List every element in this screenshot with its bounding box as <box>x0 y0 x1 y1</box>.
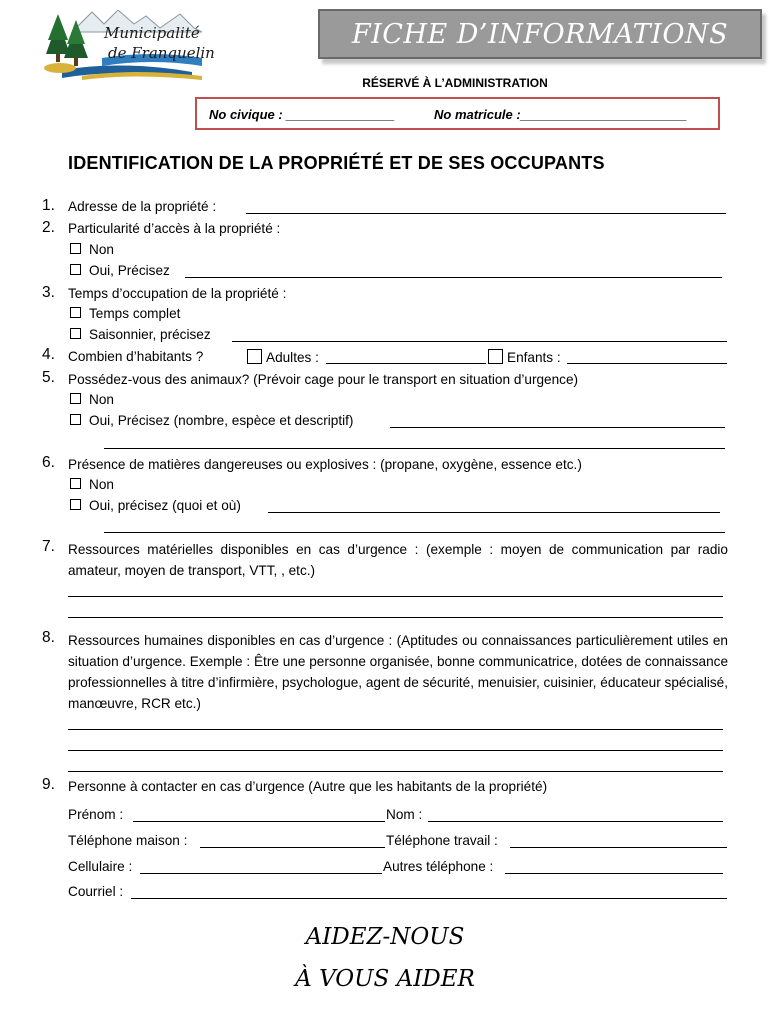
home-phone-label: Téléphone maison : <box>68 833 188 848</box>
q2-label: Particularité d’accès à la propriété : <box>68 221 281 236</box>
cell-phone-label: Cellulaire : <box>68 859 133 874</box>
q1-label: Adresse de la propriété : <box>68 199 217 214</box>
address-field[interactable] <box>246 213 726 214</box>
q3-number: 3. <box>42 284 55 301</box>
q7-number: 7. <box>42 538 55 555</box>
title-banner <box>318 9 762 59</box>
q3-seasonal-label: Saisonnier, précisez <box>89 327 211 342</box>
firstname-label: Prénom : <box>68 807 124 822</box>
civic-number-field[interactable]: No civique : _______________ <box>209 107 395 122</box>
q3-seasonal-checkbox[interactable] <box>70 328 81 339</box>
q6-no-checkbox[interactable] <box>70 478 81 489</box>
children-label: Enfants : <box>507 350 561 365</box>
q6-yes-checkbox[interactable] <box>70 499 81 510</box>
reserved-admin-label: RÉSERVÉ À L’ADMINISTRATION <box>362 76 548 90</box>
q6-no-label: Non <box>89 477 114 492</box>
q8-answer-line-2[interactable] <box>68 750 723 751</box>
q9-number: 9. <box>42 776 55 793</box>
admin-box <box>195 97 720 130</box>
q6-label: Présence de matières dangereuses ou explosives : (propane, oxygène, essence etc.) <box>68 457 582 472</box>
q4-number: 4. <box>42 346 55 363</box>
q8-number: 8. <box>42 629 55 646</box>
q4-label: Combien d’habitants ? <box>68 349 204 364</box>
children-checkbox[interactable] <box>488 349 503 364</box>
q6-details-field[interactable] <box>268 512 720 513</box>
q9-label: Personne à contacter en cas d’urgence (Autre que les habitants de la propriété) <box>68 779 548 794</box>
section-title: IDENTIFICATION DE LA PROPRIÉTÉ ET DE SES OCCUPANTS <box>68 153 605 173</box>
adults-field[interactable] <box>326 363 486 364</box>
email-field[interactable] <box>131 898 727 899</box>
q5-yes-checkbox[interactable] <box>70 414 81 425</box>
q3-label: Temps d’occupation de la propriété : <box>68 286 287 301</box>
adults-checkbox[interactable] <box>247 349 262 364</box>
q5-number: 5. <box>42 369 55 386</box>
logo-text-line2: de Franquelin <box>108 44 215 62</box>
q2-details-field[interactable] <box>185 277 722 278</box>
q6-number: 6. <box>42 454 55 471</box>
q5-label: Possédez-vous des animaux? (Prévoir cage pour le transport en situation d’urgence) <box>68 372 579 387</box>
q7-answer-line-1[interactable] <box>68 596 723 597</box>
slogan-line2: À VOUS AIDER <box>295 966 475 992</box>
other-phone-label: Autres téléphone : <box>383 859 494 874</box>
q8-label: Ressources humaines disponibles en cas d’urgence : (Aptitudes ou connaissances particulièrement utiles en situation d’urgence. Exemple : Être une personne organisée, bonne communicatrice, dotées de connaissance professionnelles à titre d’infirmière, psychologue, agent de sécurité, menuisier, cuisinier, éducateur spécialisé, manœuvre, RCR etc.) <box>68 633 728 711</box>
home-phone-field[interactable] <box>200 847 385 848</box>
q7-label: Ressources matérielles disponibles en cas d’urgence : (exemple : moyen de communication par radio amateur, moyen de transport, VTT, , etc.) <box>68 542 728 578</box>
q5-details-field-2[interactable] <box>104 448 725 449</box>
lastname-field[interactable] <box>428 821 723 822</box>
q3-details-field[interactable] <box>232 341 727 342</box>
children-field[interactable] <box>567 363 727 364</box>
slogan-line1: AIDEZ-NOUS <box>305 924 465 950</box>
municipality-logo <box>42 10 214 82</box>
q6-details-field-2[interactable] <box>104 532 725 533</box>
q2-yes-label: Oui, Précisez <box>89 263 170 278</box>
q2-no-label: Non <box>89 242 114 257</box>
q7-answer-line-2[interactable] <box>68 617 723 618</box>
q5-details-field[interactable] <box>390 427 725 428</box>
work-phone-field[interactable] <box>510 847 727 848</box>
q2-number: 2. <box>42 219 55 236</box>
lastname-label: Nom : <box>386 807 423 822</box>
email-label: Courriel : <box>68 884 124 899</box>
q8-answer-line-1[interactable] <box>68 729 723 730</box>
q5-no-label: Non <box>89 392 114 407</box>
firstname-field[interactable] <box>133 821 385 822</box>
adults-label: Adultes : <box>266 350 319 365</box>
work-phone-label: Téléphone travail : <box>386 833 498 848</box>
cell-phone-field[interactable] <box>140 873 382 874</box>
q1-number: 1. <box>42 197 55 214</box>
q2-no-checkbox[interactable] <box>70 243 81 254</box>
logo-text-line1: Municipalité <box>104 24 200 42</box>
q2-yes-checkbox[interactable] <box>70 264 81 275</box>
q6-yes-label: Oui, précisez (quoi et où) <box>89 498 241 513</box>
page-title: FICHE D’INFORMATIONS <box>351 18 729 50</box>
q8-answer-line-3[interactable] <box>68 771 723 772</box>
matricule-field[interactable]: No matricule :_______________________ <box>434 107 687 122</box>
q5-yes-label: Oui, Précisez (nombre, espèce et descriptif) <box>89 413 354 428</box>
q3-fulltime-label: Temps complet <box>89 306 181 321</box>
q5-no-checkbox[interactable] <box>70 393 81 404</box>
other-phone-field[interactable] <box>505 873 723 874</box>
q3-fulltime-checkbox[interactable] <box>70 307 81 318</box>
